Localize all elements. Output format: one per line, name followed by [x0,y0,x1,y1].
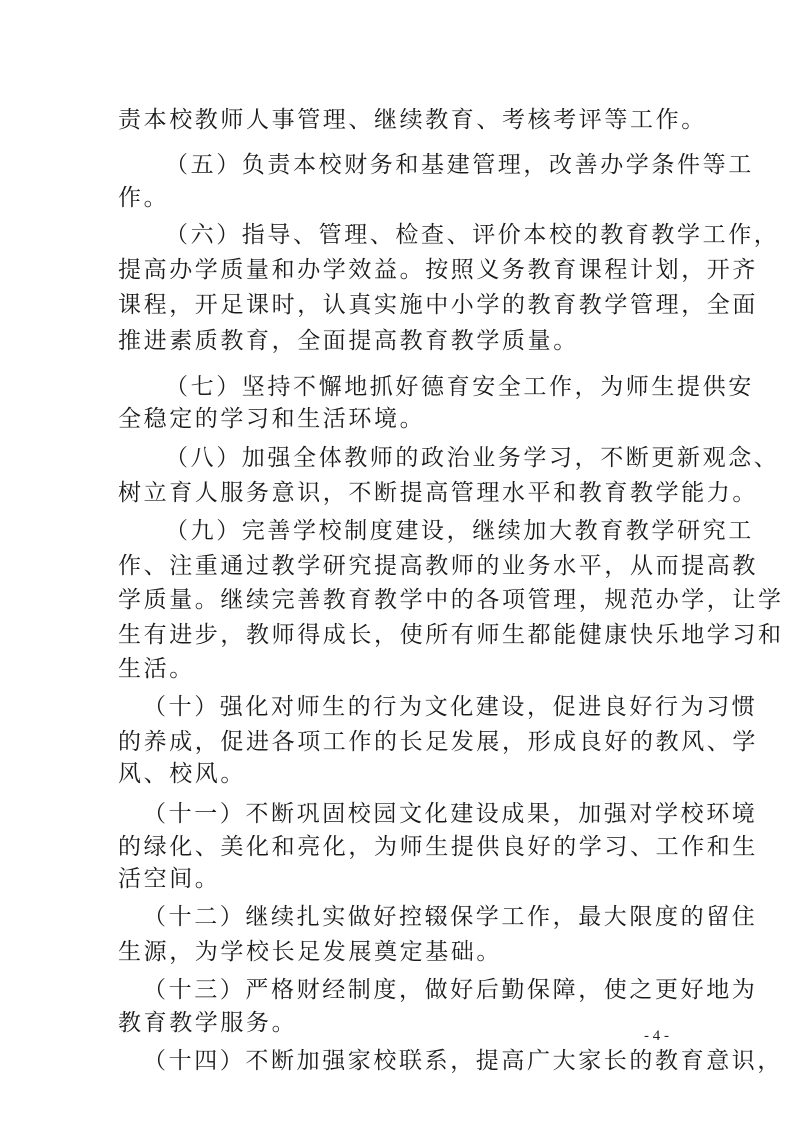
text-line: 教育教学服务。 [118,1010,298,1036]
text-line: 树立育人服务意识，不断提高管理水平和教育教学能力。 [118,480,758,506]
text-line: （七）坚持不懈地抓好德育安全工作，为师生提供安 [165,374,754,400]
text-line: 提高办学质量和办学效益。按照义务教育课程计划，开齐 [118,257,758,283]
text-line: 推进素质教育，全面提高教育教学质量。 [118,328,579,354]
text-line: 的绿化、美化和亮化，为师生提供良好的学习、工作和生 [118,834,758,860]
text-line: 作。 [118,185,170,211]
page-number: - 4 - [644,1028,669,1044]
text-line: （八）加强全体教师的政治业务学习，不断更新观念、 [165,445,780,471]
text-line: 学质量。继续完善教育教学中的各项管理，规范办学，让学 [118,587,784,613]
text-line: 生源，为学校长足发展奠定基础。 [118,939,502,965]
text-line: 风、校风。 [118,761,246,787]
text-line: （五）负责本校财务和基建管理，改善办学条件等工 [165,152,754,178]
text-line: 生有进步，教师得成长，使所有师生都能健康快乐地学习和 [118,622,784,648]
text-line: 责本校教师人事管理、继续教育、考核考评等工作。 [118,107,707,133]
text-line: （十）强化对师生的行为文化建设，促进良好行为习惯 [143,694,758,720]
text-line: （十四）不断加强家校联系，提高广大家长的教育意识， [143,1048,783,1074]
text-line: 活空间。 [118,866,221,892]
text-line: 课程，开足课时，认真实施中小学的教育教学管理，全面 [118,292,758,318]
text-line: 全稳定的学习和生活环境。 [118,406,426,432]
text-line: 的养成，促进各项工作的长足发展，形成良好的教风、学 [118,729,758,755]
text-line: （六）指导、管理、检查、评价本校的教育教学工作， [165,222,780,248]
text-line: （十三）严格财经制度，做好后勤保障，使之更好地为 [143,977,758,1003]
text-line: 生活。 [118,656,195,682]
text-line: 作、注重通过教学研究提高教师的业务水平，从而提高教 [118,553,758,579]
text-line: （十二）继续扎实做好控辍保学工作，最大限度的留住 [143,904,758,930]
text-line: （九）完善学校制度建设，继续加大教育教学研究工 [165,518,754,544]
text-line: （十一）不断巩固校园文化建设成果，加强对学校环境 [143,801,758,827]
